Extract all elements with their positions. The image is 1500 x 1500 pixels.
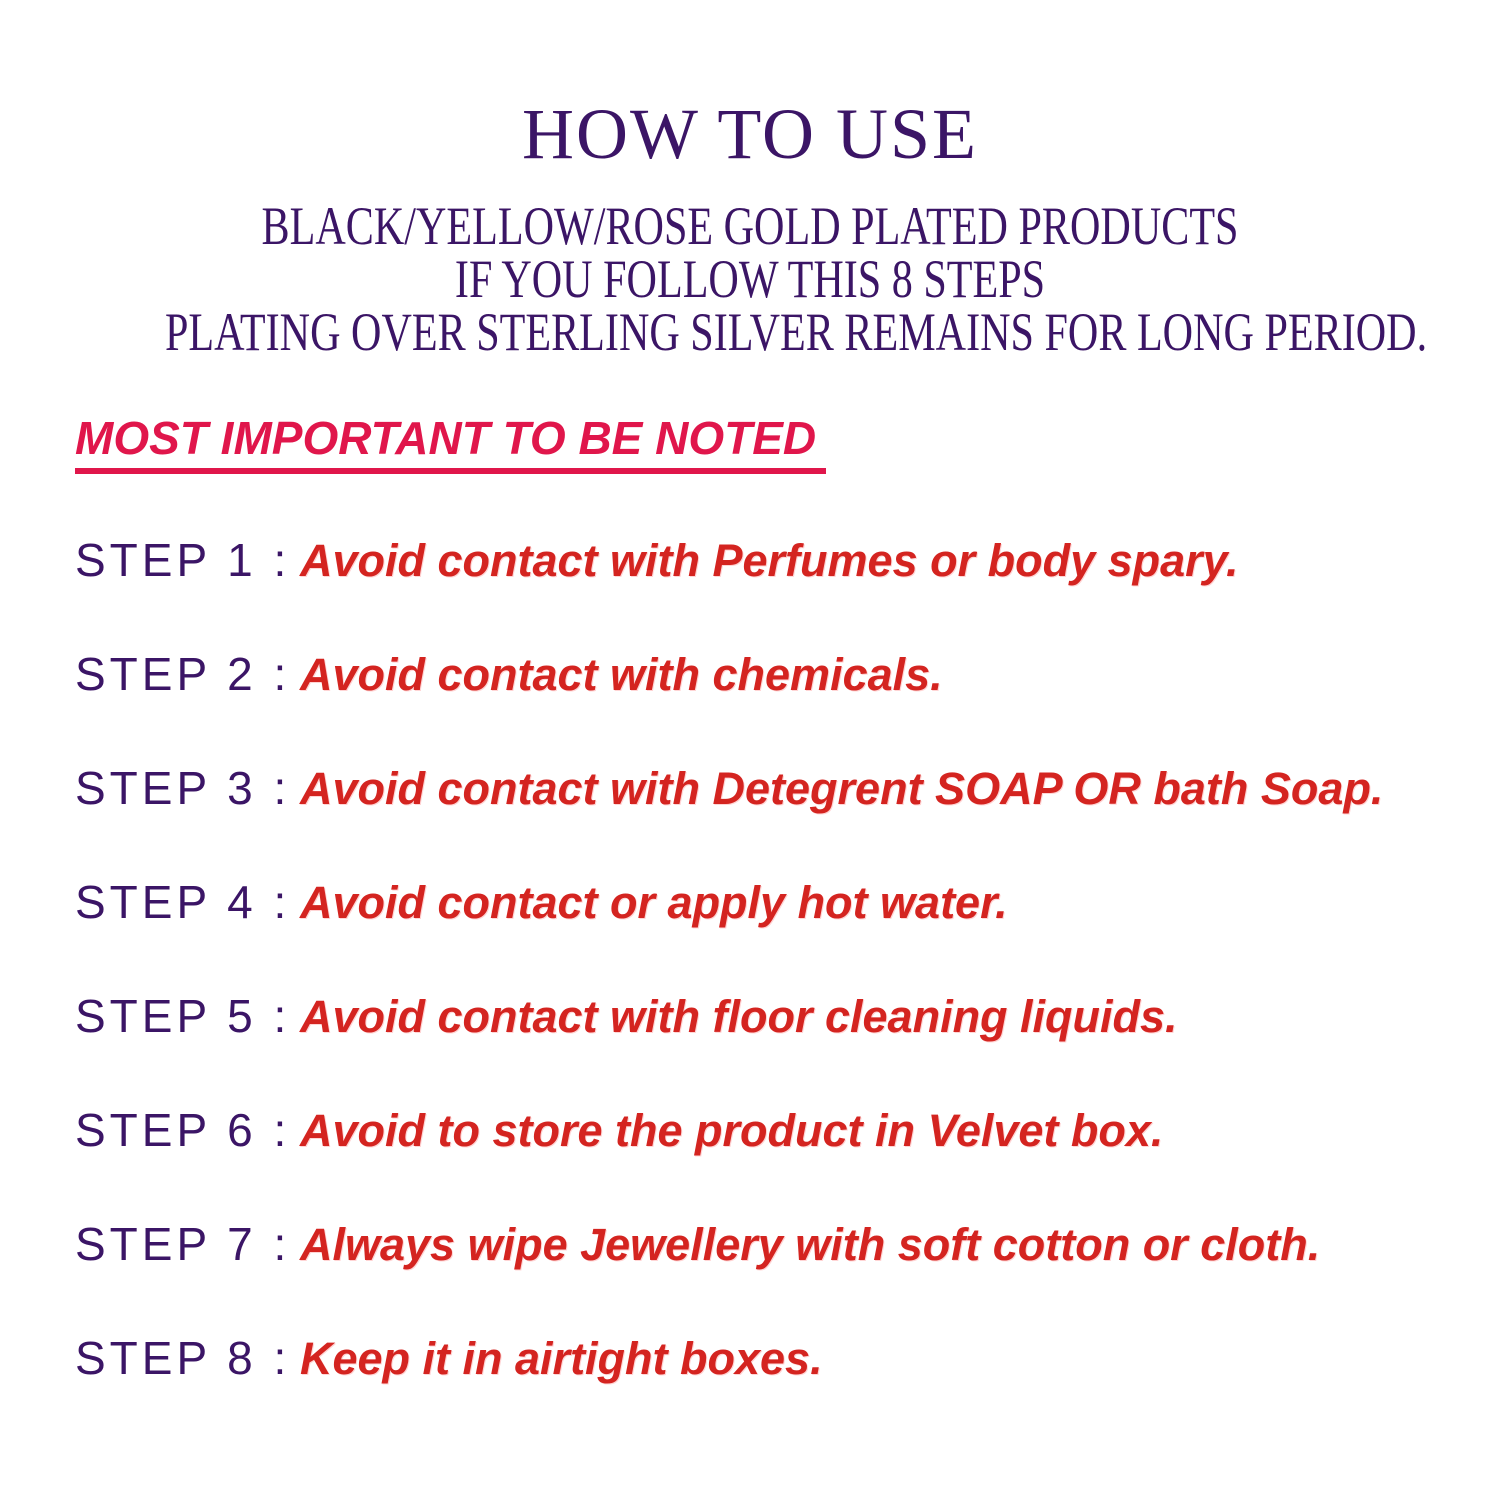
step-row-2 — [75, 647, 943, 701]
step-text: Always wipe Jewellery with soft cotton or cloth. — [300, 1219, 1321, 1270]
step-row-3 — [75, 761, 1383, 815]
subtitle-line-follow-steps: IF YOU FOLLOW THIS 8 STEPS — [454, 249, 1046, 309]
subtitle-line-plating: PLATING OVER STERLING SILVER REMAINS FOR LONG PERIOD. — [165, 302, 1428, 362]
step-label: STEP 2 : — [75, 648, 291, 700]
step-row-8 — [75, 1331, 823, 1385]
subtitle-line-products: BLACK/YELLOW/ROSE GOLD PLATED PRODUCTS — [261, 196, 1239, 256]
step-label: STEP 6 : — [75, 1104, 291, 1156]
step-label: STEP 5 : — [75, 990, 291, 1042]
step-row-1 — [75, 533, 1239, 587]
page-title: HOW TO USE — [521, 94, 979, 174]
step-text: Avoid contact with floor cleaning liquids. — [300, 991, 1178, 1042]
step-label: STEP 8 : — [75, 1332, 291, 1384]
step-text: Avoid contact with Perfumes or body spary. — [300, 535, 1239, 586]
step-text: Keep it in airtight boxes. — [300, 1333, 823, 1384]
step-row-5 — [75, 989, 1178, 1043]
step-text: Avoid contact with Detegrent SOAP OR bath Soap. — [300, 763, 1384, 814]
notice-heading: MOST IMPORTANT TO BE NOTED — [75, 413, 826, 474]
step-label: STEP 4 : — [75, 876, 291, 928]
step-row-7 — [75, 1217, 1320, 1271]
step-label: STEP 1 : — [75, 534, 291, 586]
step-text: Avoid contact or apply hot water. — [300, 877, 1008, 928]
step-text: Avoid contact with chemicals. — [300, 649, 943, 700]
step-row-6 — [75, 1103, 1163, 1157]
step-text: Avoid to store the product in Velvet box. — [300, 1105, 1164, 1156]
step-row-4 — [75, 875, 1008, 929]
step-label: STEP 3 : — [75, 762, 291, 814]
step-label: STEP 7 : — [75, 1218, 291, 1270]
